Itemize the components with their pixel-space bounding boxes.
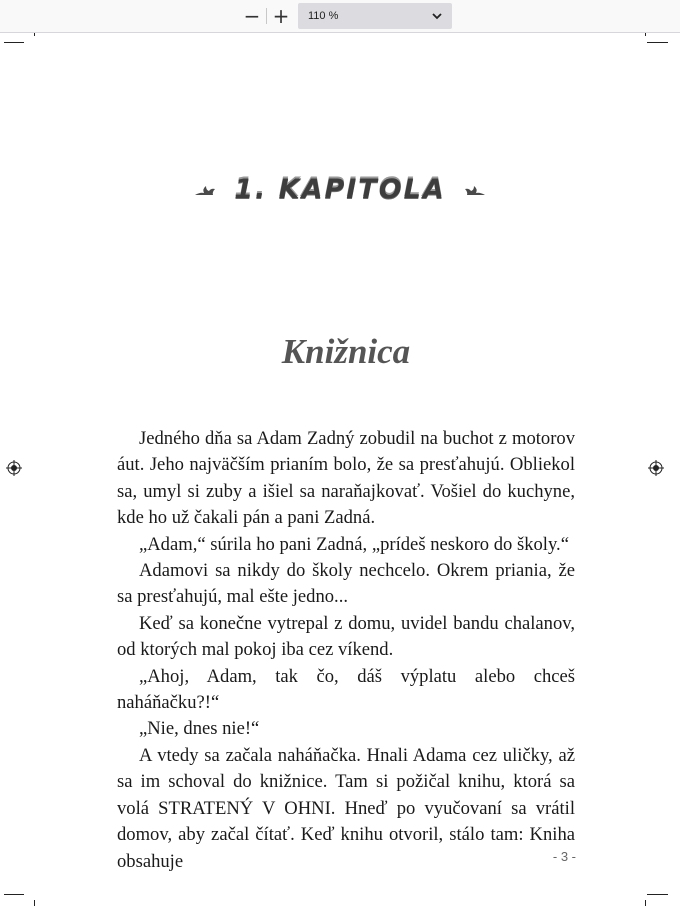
paragraph: A vtedy sa začala naháňačka. Hnali Adama cez uličky, až sa im schoval do knižnice. Tam si požičal knihu, ktorá sa volá STRATENÝ V OHNI. Hneď po vyučovaní sa vrátil domov, aby začal čítať. Keď knihu otvoril, stálo tam: Kniha obsahuje — [117, 744, 575, 872]
paragraph: „Nie, dnes nie!“ — [139, 718, 260, 740]
crop-mark-top-right — [647, 42, 668, 43]
body-text — [117, 426, 575, 875]
crop-mark-bottom-left — [4, 894, 24, 895]
crop-mark-top-left — [4, 42, 24, 43]
paragraph: Adamovi sa nikdy do školy nechcelo. Okrem priania, že sa presťahujú, mal ešte jedno... — [117, 560, 575, 608]
crop-mark-bottom-left-vertical — [34, 900, 35, 906]
paragraph: „Ahoj, Adam, tak čo, dáš výplatu alebo chceš naháňačku?!“ — [117, 665, 575, 714]
crop-mark-bottom-right-vertical — [645, 900, 646, 906]
paragraph: Jedného dňa sa Adam Zadný zobudil na buchot z motorov áut. Jeho najväčším prianím bolo, že sa presťahujú. Obliekol sa, umyl si zuby a išiel sa naraňajkovať. Vošiel do kuchyne, kde ho už čakali pán a pani Zadná. — [117, 428, 575, 529]
zoom-out-button[interactable]: − — [243, 4, 261, 28]
crop-mark-bottom-right — [647, 894, 668, 895]
page-number: - 3 - — [552, 849, 576, 864]
chapter-title: Knižnica — [281, 332, 411, 371]
crop-mark-top-left-vertical — [34, 33, 35, 36]
pdf-toolbar — [0, 0, 680, 33]
crop-mark-top-right-vertical — [645, 33, 646, 36]
chevron-down-icon — [432, 13, 442, 20]
paragraph: Keď sa konečne vytrepal z domu, uvidel bandu chalanov, od ktorých mal pokoj iba cez víkend. — [117, 612, 575, 661]
zoom-select[interactable] — [298, 3, 452, 29]
flame-ornament-icon — [194, 183, 216, 197]
registration-mark-icon — [648, 460, 664, 476]
flame-ornament-icon — [464, 183, 486, 197]
zoom-in-button[interactable]: + — [272, 4, 290, 28]
paragraph: „Adam,“ súrila ho pani Zadná, „prídeš neskoro do školy.“ — [139, 533, 569, 555]
toolbar-separator — [266, 8, 267, 24]
zoom-value: 110 % — [308, 10, 339, 22]
registration-mark-icon — [6, 460, 22, 476]
chapter-heading — [0, 174, 680, 205]
chapter-heading-text: 1. KAPITOLA — [234, 174, 446, 205]
